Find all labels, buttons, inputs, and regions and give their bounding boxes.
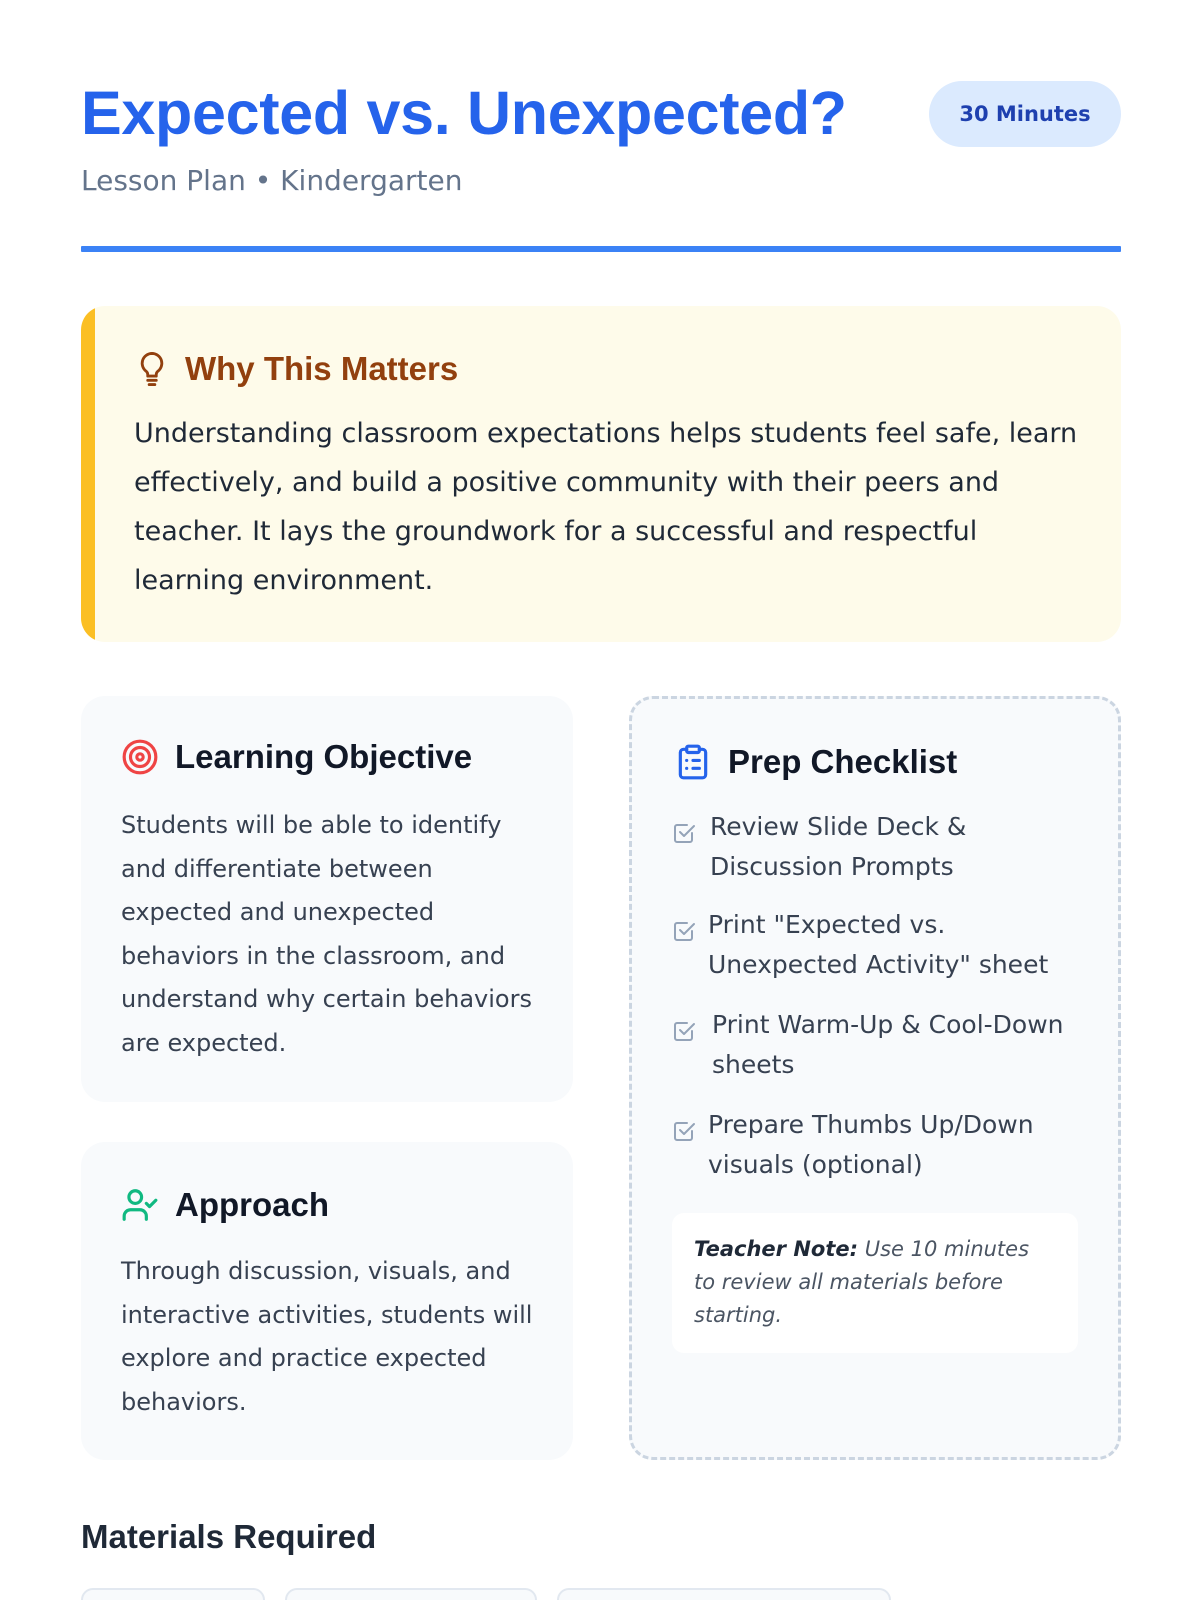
- checklist-item-label: Review Slide Deck & Discussion Prompts: [710, 812, 967, 881]
- prep-checklist-title: Prep Checklist: [728, 743, 958, 780]
- approach-text: Through discussion, visuals, and interactive activities, students will explore and practice expected behaviors.: [121, 1257, 533, 1416]
- square-check-icon: [672, 1119, 696, 1143]
- checklist-item-label: Print "Expected vs. Unexpected Activity" sheet: [708, 910, 1049, 979]
- checklist-item: [672, 1005, 1092, 1085]
- learning-objective-title: Learning Objective: [175, 738, 473, 775]
- teacher-note: [672, 1213, 1078, 1353]
- duration-badge: 30 Minutes: [929, 81, 1121, 147]
- square-check-icon: [672, 821, 696, 845]
- material-chip: [557, 1588, 891, 1600]
- teacher-note-label: Teacher Note:: [694, 1237, 859, 1261]
- square-check-icon: [672, 919, 696, 943]
- checklist-item-label: Prepare Thumbs Up/Down visuals (optional): [708, 1110, 1034, 1179]
- why-title: Why This Matters: [185, 350, 459, 387]
- materials-title: Materials Required: [81, 1518, 377, 1555]
- header-divider: [81, 246, 1121, 252]
- square-check-icon: [672, 1019, 696, 1043]
- page-title: Expected vs. Unexpected?: [81, 79, 847, 147]
- prep-checklist-header: [674, 743, 957, 781]
- learning-objective-header: [121, 738, 472, 776]
- why-text: Understanding classroom expectations helps students feel safe, learn effectively, and build a positive community with their peers and teacher. It lays the groundwork for a successful and respectful learning environment.: [134, 418, 1078, 596]
- material-chip: [285, 1588, 537, 1600]
- user-check-icon: [121, 1186, 159, 1224]
- checklist-item: [672, 905, 1092, 985]
- lightbulb-icon: [135, 350, 169, 388]
- material-chip: [81, 1588, 265, 1600]
- teacher-note-text: Use 10 minutes to review all materials before starting.: [694, 1237, 1030, 1327]
- checklist-item: [672, 1105, 1092, 1185]
- why-this-matters-callout: [81, 306, 1121, 642]
- learning-objective-text: Students will be able to identify and differentiate between expected and unexpected behaviors in the classroom, and understand why certain behaviors are expected.: [121, 811, 532, 1057]
- approach-title: Approach: [175, 1186, 330, 1223]
- why-header: [135, 350, 458, 388]
- approach-card: [81, 1142, 573, 1460]
- clipboard-list-icon: [674, 743, 712, 781]
- learning-objective-card: [81, 696, 573, 1102]
- checklist-item-label: Print Warm-Up & Cool-Down sheets: [712, 1010, 1064, 1079]
- checklist-item: [672, 807, 1092, 887]
- page-subtitle: Lesson Plan • Kindergarten: [81, 164, 463, 197]
- lesson-plan-page: [81, 0, 1121, 1600]
- approach-header: [121, 1186, 329, 1224]
- target-icon: [121, 738, 159, 776]
- prep-checklist-card: [629, 696, 1121, 1460]
